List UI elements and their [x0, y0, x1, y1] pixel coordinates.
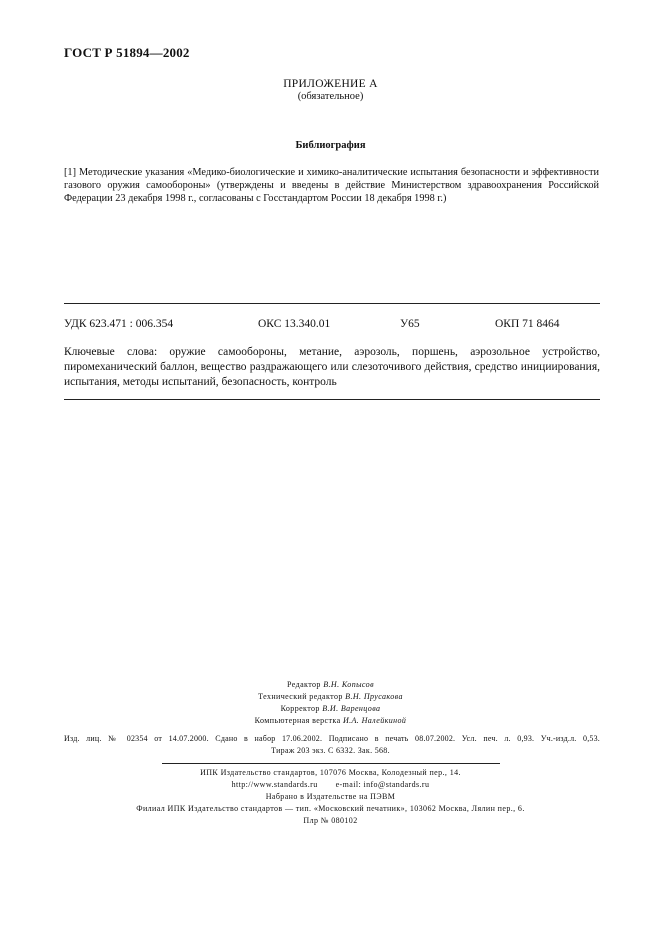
imprint-line-1: Изд. лиц. № 02354 от 14.07.2000. Сдано в набор 17.06.2002. Подписано в печать 08.07.2002. Усл. печ. л. 0,93. Уч.-изд.л. 0,53. — [64, 734, 600, 743]
tech-editor-name: В.Н. Прусакова — [345, 692, 403, 701]
bibliography-entry: [1] Методические указания «Медико-биологические и химико-аналитические испытания безопасности и эффективности газового оружия самообороны» (утверждены и введены в действие Министерством здравоохранения Российской Федерации 23 декабря 1998 г., согласованы с Госстандартом России 18 декабря 1998 г.) — [64, 167, 599, 205]
bibliography-heading: Библиография — [295, 140, 366, 151]
divider-publisher — [162, 763, 500, 764]
oks-code: ОКС 13.340.01 — [258, 318, 331, 330]
layout-name: И.А. Налейкиной — [342, 716, 407, 725]
keywords-paragraph: Ключевые слова: оружие самообороны, метание, аэрозоль, поршень, аэрозольное устройство, пиромеханический баллон, вещество раздражающего или слезоточивого действия, средство инициирования, испытания, методы испытаний, безопасность, контроль — [64, 346, 600, 388]
corrector-role: Корректор — [280, 704, 320, 713]
appendix-title: ПРИЛОЖЕНИЕ А — [283, 78, 378, 90]
editor-line — [0, 680, 661, 689]
publisher-address: ИПК Издательство стандартов, 107076 Москва, Колодезный пер., 14. — [200, 768, 461, 777]
document-code: ГОСТ Р 51894—2002 — [64, 45, 190, 60]
divider-bottom — [64, 399, 600, 400]
imprint-line-2: Тираж 203 экз. С 6332. Зак. 568. — [271, 746, 390, 755]
publisher-contacts — [0, 780, 661, 789]
layout-role: Компьютерная верстка — [254, 716, 341, 725]
license-number: Плр № 080102 — [303, 816, 358, 825]
corrector-name: В.И. Варенцова — [322, 704, 381, 713]
publisher-website: http://www.standards.ru — [231, 780, 318, 789]
printing-branch-address: Филиал ИПК Издательство стандартов — тип. «Московский печатник», 103062 Москва, Лялин пер., 6. — [136, 804, 525, 813]
publisher-email: e-mail: info@standards.ru — [335, 780, 430, 789]
editor-role: Редактор — [287, 680, 321, 689]
tech-editor-role: Технический редактор — [258, 692, 343, 701]
corrector-line — [0, 704, 661, 713]
group-code: У65 — [400, 318, 420, 330]
editor-name: В.Н. Копысов — [323, 680, 374, 689]
okp-code: ОКП 71 8464 — [495, 318, 560, 330]
appendix-note: (обязательное) — [297, 91, 364, 102]
layout-line — [0, 716, 661, 725]
publisher-typeset-note: Набрано в Издательстве на ПЭВМ — [265, 792, 396, 801]
udk-code: УДК 623.471 : 006.354 — [64, 318, 174, 330]
tech-editor-line — [0, 692, 661, 701]
divider-top — [64, 303, 600, 304]
